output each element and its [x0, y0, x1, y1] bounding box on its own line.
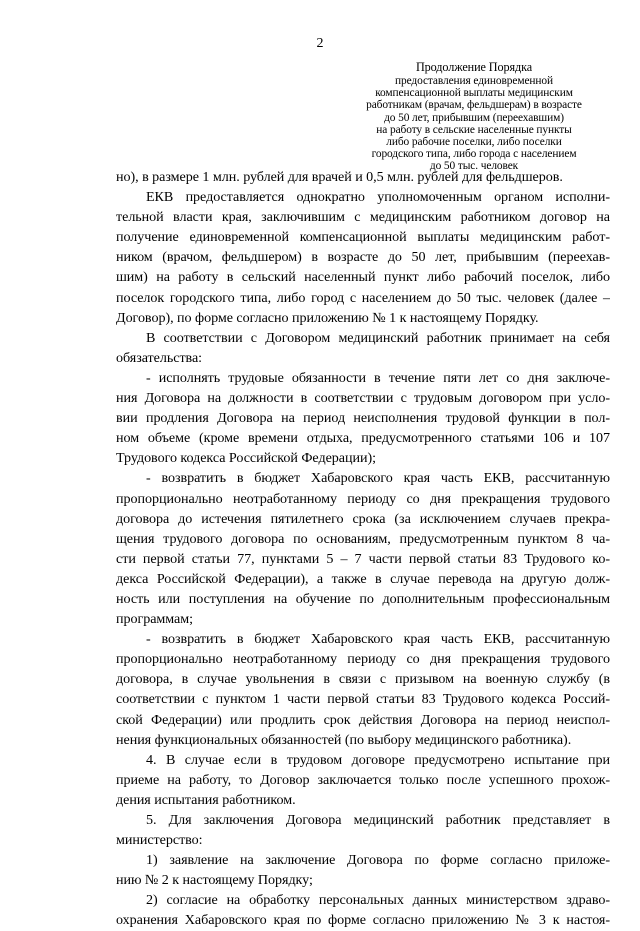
- body-text-line: - возвратить в бюджет Хабаровского края часть ЕКВ, рассчитанную: [146, 470, 610, 487]
- body-text-line: - возвратить в бюджет Хабаровского края часть ЕКВ, рассчитанную: [146, 631, 610, 648]
- body-text-line: нию № 2 к настоящему Порядку;: [116, 872, 313, 889]
- body-text-line: шим) на работу в сельский населенный пункт либо рабочий поселок, либо: [116, 269, 610, 286]
- body-text-line: Трудового кодекса Российской Федерации);: [116, 450, 376, 467]
- body-text-line: ния Договора на должности в соответствии с трудовым договором при усло-: [116, 390, 610, 407]
- header-line: до 50 тыс. человек: [429, 160, 519, 173]
- body-text-line: договора до истечения пятилетнего срока (за исключением случаев прекра-: [116, 510, 610, 527]
- header-line: либо рабочие поселки, либо поселки: [386, 136, 562, 149]
- body-text-line: ном объеме (кроме времени отдыха, предусмотренного статьями 106 и 107: [116, 430, 610, 447]
- body-text-line: 1) заявление на заключение Договора по форме согласно приложе-: [146, 852, 610, 869]
- body-text-line: 5. Для заключения Договора медицинский работник представляет в: [146, 812, 610, 828]
- body-text-line: но), в размере 1 млн. рублей для врачей и 0,5 млн. рублей для фельдшеров.: [116, 169, 563, 185]
- header-line: городского типа, либо города с населением: [371, 148, 577, 161]
- body-text-line: тельной власти края, заключившим с медицинским работником договор на: [116, 209, 610, 226]
- header-line: до 50 лет, прибывшим (переехавшим): [384, 111, 564, 124]
- body-text-line: поселок городского типа, либо город с населением до 50 тыс. человек (далее –: [116, 289, 610, 306]
- body-text-line: Договор), по форме согласно приложению № 1 к настоящему Порядку.: [116, 309, 539, 326]
- body-text-line: ником (врачом, фельдшером) в возрасте до 50 лет, прибывшим (переехав-: [116, 249, 610, 266]
- document-body: [116, 167, 610, 931]
- body-text-line: охранения Хабаровского края по форме согласно приложению № 3 к настоя-: [116, 912, 610, 929]
- body-text-line: приеме на работу, то Договор заключается только после успешного прохож-: [116, 771, 610, 788]
- body-text-line: министерство:: [116, 832, 203, 849]
- body-text-line: сти первой статьи 77, пунктами 5 – 7 части первой статьи 83 Трудового ко-: [116, 550, 610, 567]
- body-text-line: соответствии с пунктом 1 части первой статьи 83 Трудового кодекса Россий-: [116, 691, 610, 708]
- body-text-line: щения трудового договора по основаниям, предусмотренным пунктом 8 ча-: [116, 530, 610, 547]
- body-text-line: пропорционально неотработанному периоду со дня прекращения трудового: [116, 651, 610, 668]
- header-line: работникам (врачам, фельдшерам) в возрасте: [366, 99, 582, 112]
- running-header: [350, 61, 598, 173]
- body-text-line: ность или поступления на обучение по дополнительным профессиональным: [116, 590, 610, 607]
- body-text-line: получение единовременной компенсационной выплаты медицинским работ-: [116, 229, 610, 246]
- body-text-line: вии продления Договора на период неисполнения трудовой функции в пол-: [116, 410, 610, 427]
- body-text-line: договора, в случае увольнения в связи с призывом на военную службу (в: [116, 671, 610, 688]
- body-text-line: ЕКВ предоставляется однократно уполномоченным органом исполни-: [146, 189, 610, 206]
- body-text-line: 2) согласие на обработку персональных данных министерством здраво-: [146, 892, 610, 909]
- page-number: 2: [316, 36, 324, 51]
- body-text-line: 4. В случае если в трудовом договоре предусмотрено испытание при: [146, 751, 610, 768]
- body-text-line: В соответствии с Договором медицинский работник принимает на себя: [146, 329, 610, 346]
- header-line: предоставления единовременной: [394, 75, 553, 87]
- header-line: на работу в сельские населенные пункты: [376, 123, 572, 136]
- body-text-line: декса Российской Федерации), а также в случае перевода на другую долж-: [116, 570, 610, 587]
- body-text-line: пропорционально неотработанному периоду со дня прекращения трудового: [116, 490, 610, 507]
- body-text-line: программам;: [116, 611, 194, 628]
- header-line: компенсационной выплаты медицинским: [375, 87, 573, 100]
- body-text-line: дения испытания работником.: [116, 791, 296, 808]
- body-text-line: нения функциональных обязанностей (по выбору медицинского работника).: [116, 731, 572, 748]
- body-text-line: обязательства:: [116, 349, 203, 366]
- body-text-line: - исполнять трудовые обязанности в течение пяти лет со дня заключе-: [146, 369, 610, 386]
- header-title: Продолжение Порядка: [415, 60, 533, 74]
- body-text-line: ской Федерации) или продлить срок действия Договора на период неиспол-: [116, 711, 610, 728]
